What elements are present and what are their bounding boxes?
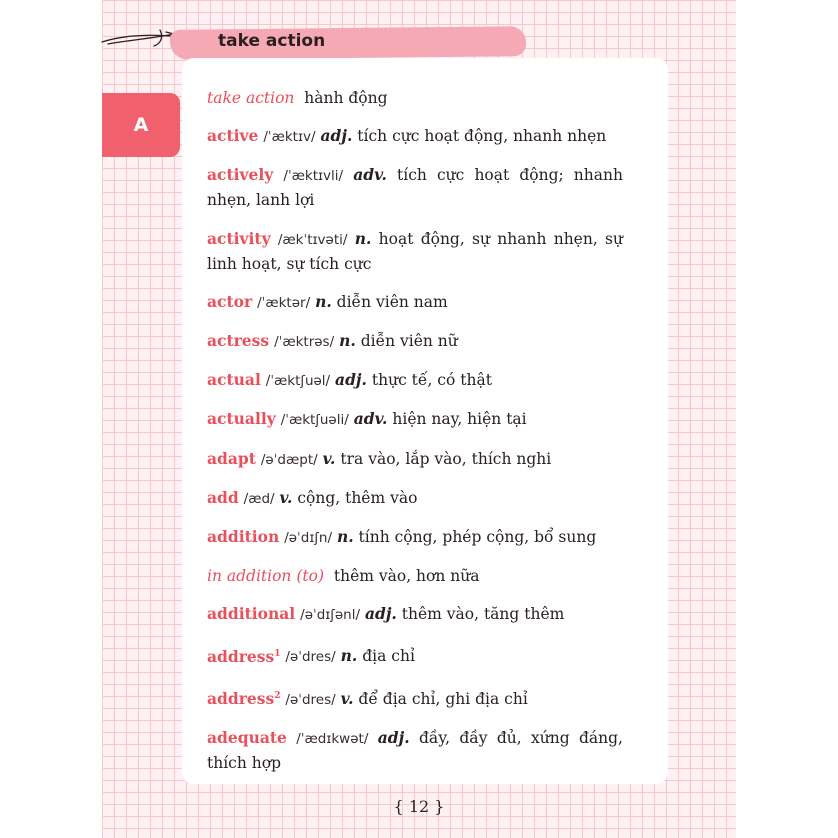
definition: diễn viên nam: [336, 292, 448, 311]
pronunciation: /ækˈtɪvəti/: [277, 231, 348, 248]
definition: tích cực hoạt động, nhanh nhẹn: [357, 127, 607, 146]
headword: active: [207, 126, 259, 146]
headword: actually: [207, 409, 276, 429]
part-of-speech: adv.: [353, 165, 387, 185]
definition: tích cực hoạt động; nhanh nhẹn, lanh lợi: [207, 166, 623, 210]
entry-list: [207, 86, 623, 789]
entry: [207, 486, 623, 511]
definition: tính cộng, phép cộng, bổ sung: [358, 527, 597, 546]
definition: tra vào, lắp vào, thích nghi: [340, 449, 552, 468]
part-of-speech: adj.: [364, 604, 397, 624]
page-header-title: take action: [218, 31, 326, 51]
entry: [207, 227, 623, 276]
entry: [207, 602, 623, 627]
headword: actress: [207, 330, 270, 350]
pronunciation: /ˈæktɪv/: [263, 129, 316, 146]
pronunciation: /ˈæktər/: [257, 294, 311, 311]
part-of-speech: n.: [336, 526, 354, 546]
scribble-decoration: [100, 28, 180, 50]
part-of-speech: adj.: [320, 126, 353, 146]
definition: để địa chỉ, ghi địa chỉ: [358, 689, 528, 708]
headword: additional: [207, 604, 296, 624]
sense-number: 2: [274, 690, 281, 701]
pronunciation: /əˈdæpt/: [260, 451, 318, 468]
idiom-phrase: in addition (to): [207, 567, 324, 586]
page-number: { 12 }: [393, 797, 445, 816]
pronunciation: /æd/: [243, 490, 275, 507]
definition: địa chỉ: [362, 647, 415, 666]
part-of-speech: v.: [322, 448, 336, 468]
definition: hiện nay, hiện tại: [392, 410, 527, 429]
entry-idiom: [207, 86, 623, 110]
entry: [207, 641, 623, 669]
pronunciation: /ˈæktʃuəl/: [265, 373, 331, 390]
entry-idiom: [207, 564, 623, 588]
part-of-speech: adj.: [335, 370, 367, 390]
entry: [207, 726, 623, 775]
pronunciation: /ˈæktrəs/: [274, 333, 335, 350]
headword: adequate: [207, 728, 287, 748]
pronunciation: /ˈæktʃuəli/: [280, 412, 349, 429]
pronunciation: /əˈdɪʃənl/: [300, 607, 360, 624]
headword: activity: [207, 228, 271, 248]
definition: thực tế, có thật: [371, 371, 492, 390]
headword: adapt: [207, 448, 256, 468]
entry: [207, 407, 623, 432]
headword: [207, 689, 280, 708]
headword: actual: [207, 370, 261, 390]
pronunciation: /əˈdres/: [285, 649, 336, 666]
part-of-speech: adj.: [377, 728, 410, 748]
part-of-speech: n.: [340, 646, 358, 666]
headword: add: [207, 487, 239, 507]
pronunciation: /əˈdɪʃn/: [284, 529, 332, 546]
sense-number: 1: [274, 648, 281, 659]
definition: cộng, thêm vào: [297, 488, 418, 507]
part-of-speech: n.: [339, 330, 356, 350]
headword-text: address: [207, 646, 275, 666]
headword: actor: [207, 291, 253, 311]
definition: diễn viên nữ: [360, 331, 458, 350]
entry: [207, 447, 623, 472]
definition: hoạt động, sự nhanh nhẹn, sự linh hoạt, sự tích cực: [207, 229, 623, 273]
entry: [207, 290, 623, 315]
definition: thêm vào, tăng thêm: [401, 605, 565, 624]
headword-text: address: [207, 688, 275, 708]
definition: hành động: [304, 89, 388, 107]
letter-tab: A: [102, 93, 180, 157]
pronunciation: /əˈdres/: [285, 691, 336, 708]
pronunciation: /ˈædɪkwət/: [296, 731, 369, 748]
headword: addition: [207, 526, 280, 546]
entry: [207, 163, 623, 212]
entry: [207, 684, 623, 712]
entry: [207, 525, 623, 550]
part-of-speech: v.: [340, 688, 354, 708]
part-of-speech: v.: [279, 487, 293, 507]
entry: [207, 124, 623, 149]
entry: [207, 329, 623, 354]
part-of-speech: n.: [354, 228, 372, 248]
pronunciation: /ˈæktɪvli/: [283, 168, 344, 185]
definition: thêm vào, hơn nữa: [333, 567, 480, 586]
headword: [207, 647, 280, 666]
idiom-phrase: take action: [207, 89, 295, 107]
part-of-speech: n.: [315, 291, 332, 311]
part-of-speech: adv.: [353, 409, 388, 429]
headword: actively: [207, 165, 274, 185]
entry: [207, 368, 623, 393]
definition: đầy, đầy đủ, xứng đáng, thích hợp: [207, 729, 623, 773]
